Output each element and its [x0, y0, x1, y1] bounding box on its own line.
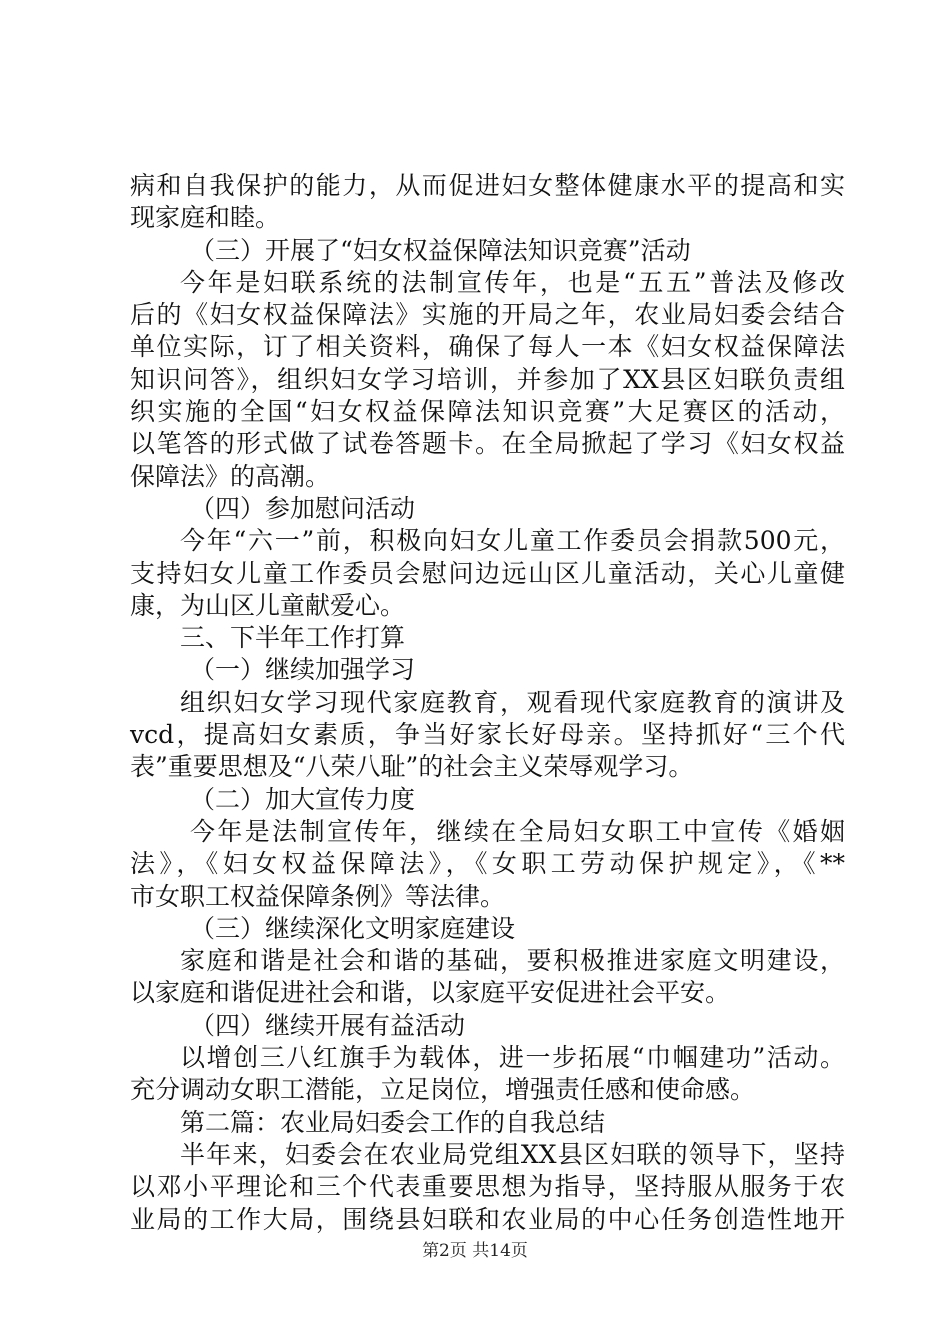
- text-line: 组织妇女学习现代家庭教育，观看现代家庭教育的演讲及: [180, 687, 845, 717]
- text-line: 现家庭和睦。: [130, 203, 281, 233]
- text-line: （一）继续加强学习: [190, 655, 416, 685]
- text-line: （三）继续深化文明家庭建设: [190, 913, 516, 943]
- text-line: 以笔答的形式做了试卷答题卡。在全局掀起了学习《妇女权益: [130, 429, 845, 459]
- text-line: 今年是妇联系统的法制宣传年，也是“五五”普法及修改: [180, 267, 845, 297]
- document-body: [130, 170, 845, 1236]
- text-line: 今年“六一”前，积极向妇女儿童工作委员会捐款500元，: [180, 526, 845, 556]
- text-line: （四）继续开展有益活动: [190, 1010, 466, 1040]
- text-line: （四）参加慰问活动: [190, 493, 416, 523]
- text-line: 康，为山区儿童献爱心。: [130, 590, 406, 620]
- text-line: 单位实际，订了相关资料，确保了每人一本《妇女权益保障法: [130, 332, 845, 362]
- page-number-footer: 第2页 共14页: [422, 1241, 528, 1261]
- text-line: 知识问答》，组织妇女学习培训，并参加了XX县区妇联负责组: [130, 364, 845, 394]
- text-line: 后的《妇女权益保障法》实施的开局之年，农业局妇委会结合: [130, 300, 845, 330]
- text-line: 病和自我保护的能力，从而促进妇女整体健康水平的提高和实: [130, 171, 845, 200]
- text-line: 以家庭和谐促进社会和谐，以家庭平安促进社会平安。: [130, 978, 731, 1008]
- text-line: 三、下半年工作打算: [180, 623, 406, 653]
- text-line: 法》，《妇女权益保障法》，《女职工劳动保护规定》，《**: [130, 849, 845, 879]
- text-line: 保障法》的高潮。: [130, 461, 331, 491]
- text-line: 织实施的全国“妇女权益保障法知识竞赛”大足赛区的活动，: [130, 397, 845, 427]
- text-line: 家庭和谐是社会和谐的基础，要积极推进家庭文明建设，: [180, 946, 845, 976]
- text-line: 第二篇：农业局妇委会工作的自我总结: [180, 1107, 606, 1137]
- text-line: 以邓小平理论和三个代表重要思想为指导，坚持服从服务于农: [130, 1172, 845, 1202]
- text-line: 市女职工权益保障条例》等法律。: [130, 881, 506, 911]
- text-line: 今年是法制宣传年，继续在全局妇女职工中宣传《婚姻: [190, 816, 845, 846]
- text-line: 充分调动女职工潜能，立足岗位，增强责任感和使命感。: [130, 1075, 756, 1105]
- text-line: （二）加大宣传力度: [190, 784, 416, 814]
- text-line: 业局的工作大局，围绕县妇联和农业局的中心任务创造性地开: [130, 1204, 845, 1234]
- text-line: 支持妇女儿童工作委员会慰问边远山区儿童活动，关心儿童健: [130, 558, 845, 588]
- text-line: 以增创三八红旗手为载体，进一步拓展“巾帼建功”活动。: [180, 1043, 845, 1073]
- text-line: 半年来，妇委会在农业局党组XX县区妇联的领导下，坚持: [180, 1139, 845, 1169]
- text-line: （三）开展了“妇女权益保障法知识竞赛”活动: [190, 235, 691, 265]
- text-line: 表”重要思想及“八荣八耻”的社会主义荣辱观学习。: [130, 752, 694, 782]
- text-line: vcd，提高妇女素质，争当好家长好母亲。坚持抓好“三个代: [130, 720, 845, 750]
